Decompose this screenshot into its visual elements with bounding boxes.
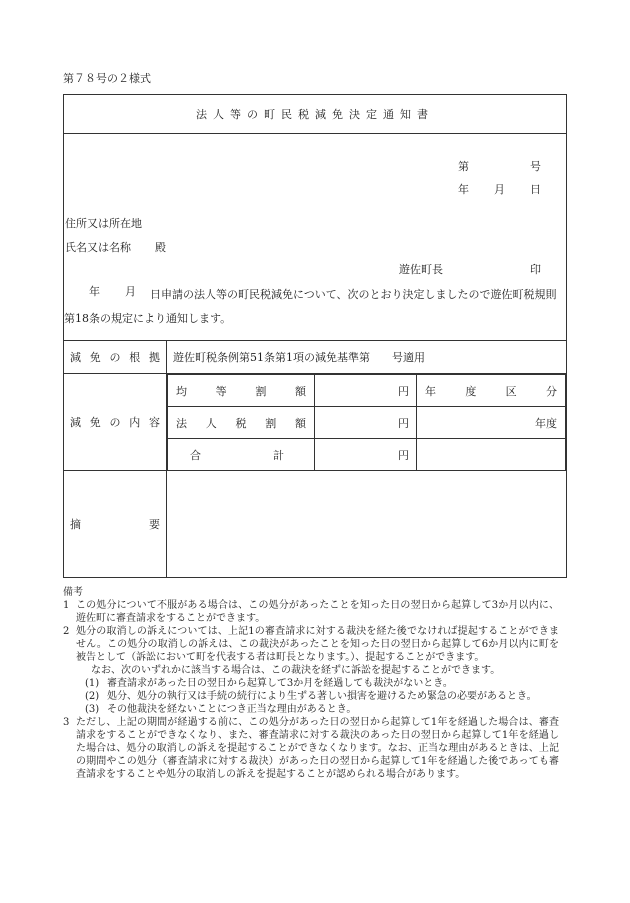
note2-paragraph: なお、次のいずれかに該当する場合は、この裁決を経ずに訴訟を提起することができます。	[91, 665, 501, 676]
date-month: 月	[494, 183, 505, 196]
row-item: 均等割額	[168, 375, 315, 407]
body-sentence: 日申請の法人等の町民税減免について、次のとおり決定しましたので遊佐町税規則第18条の規定により通知します。	[64, 288, 557, 325]
basis-text: 遊佐町税条例第51条第1項の減免基準第 号適用	[167, 341, 567, 374]
sub-text: その他裁決を経ないことにつき正当な理由があるとき。	[107, 704, 357, 715]
number-prefix: 第	[458, 160, 469, 173]
name-label: 氏名又は名称	[65, 241, 131, 254]
row-extra: 年度区分	[417, 375, 566, 407]
notes-title: 備考	[63, 587, 83, 598]
honorific: 殿	[155, 241, 166, 254]
sub-number: (2)	[85, 691, 100, 702]
note-number: 2	[63, 626, 70, 637]
row-unit: 円	[315, 407, 417, 439]
address-label: 住所又は所在地	[65, 217, 142, 230]
notice-form	[63, 94, 567, 578]
note2-sub-item	[85, 703, 559, 716]
sub-number: (3)	[85, 704, 100, 715]
seal-label: 印	[530, 263, 541, 276]
content-table-cell	[167, 374, 567, 471]
table-row	[168, 439, 566, 471]
note2-sub-item	[85, 690, 559, 703]
form-number: 第７８号の２様式	[63, 72, 151, 85]
row-unit: 円	[315, 439, 417, 471]
sub-number: (1)	[85, 678, 100, 689]
row-item: 法人税割額	[168, 407, 315, 439]
mayor-label: 遊佐町長	[399, 263, 443, 276]
date-day: 日	[530, 183, 541, 196]
note-text: 処分の取消しの訴えについては、上記1の審査請求に対する裁決を経た後でなければ提起することができません。この処分の取消しの訴えは、この裁決があったことを知った日の翌日から起算して6か月以内に町を被告として（訴訟において町を代表する者は町長となります。）、提起することができます。	[76, 626, 559, 663]
basis-label: 減免の根拠	[64, 341, 167, 374]
row-extra: 年度	[417, 407, 566, 439]
row-item: 合計	[168, 439, 315, 471]
content-table	[167, 374, 566, 470]
sub-text: 処分、処分の執行又は手続の続行により生ずる著しい損害を避けるため緊急の必要があるとき。	[107, 691, 537, 702]
note-item	[63, 625, 559, 664]
table-row	[168, 407, 566, 439]
form-title: 法人等の町民税減免決定通知書	[64, 95, 567, 134]
note-number: 1	[63, 600, 70, 611]
note-number: 3	[63, 717, 70, 728]
note-item	[63, 599, 559, 625]
body-year: 年	[89, 285, 100, 298]
note-text: この処分について不服がある場合は、この処分があったことを知った日の翌日から起算して3か月以内に、遊佐町に審査請求をすることができます。	[76, 600, 559, 624]
body-month: 月	[125, 285, 136, 298]
summary-field[interactable]	[167, 471, 567, 578]
notice-body	[64, 134, 567, 341]
note-text: ただし、上記の期間が経過する前に、この処分があった日の翌日から起算して1年を経過した場合は、審査請求をすることができなくなり、また、審査請求に対する裁決のあった日の翌日から起算して1年を経過した場合は、処分の取消しの訴えを提起することができなくなります。なお、正当な理由があるときは、上記の期間やこの処分（審査請求に対する裁決）があった日の翌日から起算して1年を経過した後であっても審査請求をすることや処分の取消しの訴えを提起することが認められる場合があります。	[76, 717, 559, 780]
note-item	[63, 716, 559, 781]
content-label: 減免の内容	[64, 374, 167, 471]
row-unit: 円	[315, 375, 417, 407]
table-row	[168, 375, 566, 407]
sub-text: 審査請求があった日の翌日から起算して3か月を経過しても裁決がないとき。	[107, 678, 453, 689]
notes-section	[63, 586, 559, 781]
summary-label: 摘要	[64, 471, 167, 578]
date-year: 年	[458, 183, 469, 196]
note2-sub-item	[85, 677, 559, 690]
row-extra	[417, 439, 566, 471]
number-suffix: 号	[530, 160, 541, 173]
